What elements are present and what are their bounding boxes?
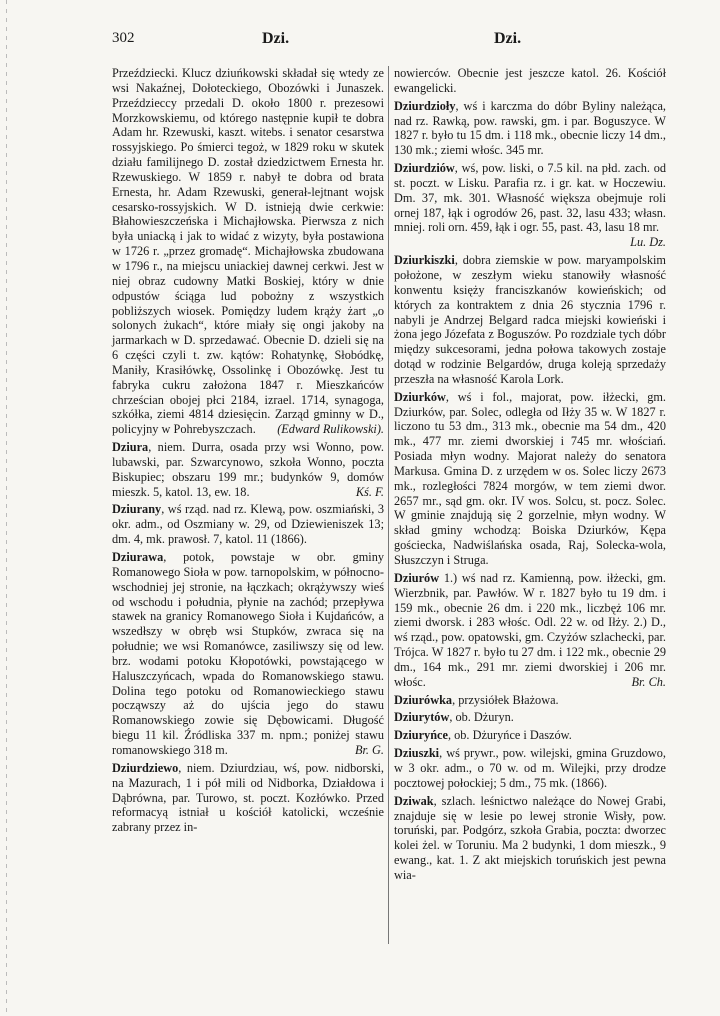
dictionary-entry [112, 440, 384, 499]
entry-body: , wś i karczma do dóbr Byliny należąca, nad rz. Rawką, pow. rawski, gm. i par. Boguszyce. W 1827 r. było tu 15 dm. i 118 mk., obecnie liczy 14 dm., 130 mk.; ziemi włośc. 345 mr. [394, 98, 666, 158]
entry-headword: Dziurkiszki [394, 253, 455, 268]
dictionary-entry [112, 761, 384, 835]
dictionary-entry [394, 728, 666, 743]
page-number: 302 [112, 30, 135, 46]
entry-headword: Dziura [112, 440, 149, 455]
entry-headword: Dziurdzioły [394, 98, 456, 113]
entry-headword: Dziuryńce [394, 728, 448, 743]
left-running-head: Dzi. [262, 30, 290, 47]
dictionary-entry [394, 794, 666, 883]
entry-headword: Dziuszki [394, 746, 440, 761]
entry-body: , niem. Dziurdziau, wś, pow. nidborski, na Mazurach, 1 i pół mili od Nidborka, Działdowa i Dąbrówna, par. Turowo, st. poczt. Kozłówko. Przed reformacyą istniał u kościół katolicki, wcześnie zabrany przez in- [112, 760, 384, 835]
entry-headword: Dziurówka [394, 692, 453, 707]
dictionary-entry [394, 693, 666, 708]
entry-body: , szlach. leśnictwo należące do Nowej Grabi, znajduje się w lesie po lewej stronie Wisły, pow. toruński, par. Podgórz, szkoła Grabia, poczta: dworzec kolei żel. w Toruniu. Ma 2 budynki, 1 dom mieszk., 9 ewang., kat. 1. Z akt miejskich toruńskich jest pewna wia- [394, 793, 666, 882]
entry-headword: Dziurdziewo [112, 760, 179, 775]
left-column [112, 66, 384, 838]
entry-headword: Dziurytów [394, 710, 450, 725]
scan-margin-line [6, 0, 7, 1016]
page-header [112, 30, 670, 52]
entry-body: , potok, powstaje w obr. gminy Romanowego Sioła w pow. tarnopolskim, w północno-wschodniej jej stronie, na łączkach; okrążywszy wieś od wschodu i południa, płynie na zachód; przepływa stawek na granicy Romanowego Sioła i Kujdańców, a wszedłszy w obręb wsi Stupków, zwraca się na południe; we wsi Romanówce, zasiliwszy się od lew. brz. wodami potoku Kłopotówki, powstającego w Haluszczyńcach, wpada do Romanowskiego stawu. Dolina tego potoku od Romanowieckiego stawu począwszy aż do ujścia jego do stawu Romanowskiego zowie się Dębowicami. Długość biegu 11 kil. Źródliska 337 m. npm.; poniżej stawu romanowskiego 318 m. [112, 550, 384, 757]
dictionary-entry [112, 550, 384, 758]
entry-headword: Dziurów [394, 570, 440, 585]
entry-headword: Dziurany [112, 502, 162, 517]
entry-body: Przeździecki. Klucz dziuńkowski składał się wtedy ze wsi Nakaźnej, Dołoteckiego, Obozówki i Junaszek. Przeździeccy przedali D. około 1800 r. prezesowi Morzkowskiemu, od którego następnie kupił te dobra Adam hr. Rzewuski, kaszt. witebs. i senator cesarstwa rossyjskiego. Po śmierci tegoż, w 1829 roku w skutek działu familijnego D. został dziedzictwem Ernesta hr. Rzewuskiego. W 1859 r. nabył te dobra od brata Ernesta, hr. Adam Rzewuski, generał-lejtnant wojsk cesarsko-rossyjskich. W D. istnieją dwie cerkwie: Błahowieszczeńska i Michajłowska. Pierwsza z nich była uniacką i jak to widać z wizyty, była postawiona w 1726 r. „przez gromadę“. Michajłowska zbudowana w 1796 r., na miejscu uniackiej dawnej cerkwi. Jest w niej obraz cudowny Matki Boskiej, który w dnie odpustów ściąga lud pobożny z wszystkich pobliższych wiosek. Pomiędzy ludem krąży żart „o solonych żukach“, które miały się ongi jakoby na jarmarkach w D. sprzedawać. Obecnie D. dzieli się na 6 części czyli t. zw. kątów: Rohatynkę, Słobódkę, Maniły, Krasiłówkę, Ossolinkę i Obozówkę. Jest tu fabryka cukru założona 1847 r. Mieszkańców chrześcian obojej płci 2184, izrael. 1714, synagoga, szkółka, ziemi 4814 dziesięcin. Zarząd gminny w D., policyjny w Pohrebyszczach. [112, 66, 384, 437]
entry-body: , niem. Durra, osada przy wsi Wonno, pow. lubawski, par. Szwarcynowo, szkoła Wonno, poczta Biskupiec; obszaru 199 mr.; budynków 9, domów mieszk. 5, katol. 13, ew. 18. [112, 440, 384, 499]
dictionary-entry [394, 161, 666, 250]
dictionary-entry [394, 390, 666, 568]
entry-signature: Br. G. [354, 742, 384, 757]
entry-body: , ob. Dżuryńce i Daszów. [447, 728, 572, 743]
entry-headword: Dziurdziów [394, 161, 455, 176]
entry-signature: Lu. Dz. [630, 235, 666, 250]
right-column [394, 66, 666, 886]
entry-headword: Dziurków [394, 389, 446, 404]
entry-body: , wś, pow. liski, o 7.5 kil. na płd. zach. od st. poczt. w Lisku. Parafia rz. i gr. kat. w Hoczewiu. Dm. 37, mk. 301. Własność większa obejmuje roli ornej 187, łąk i ogrodów 26, past. 32, lasu 433; własn. mniej. roli orn. 459, łąk i ogr. 55, past. 43, lasu 18 mr. [394, 161, 666, 235]
entry-signature: Br. Ch. [631, 674, 666, 689]
entry-body: , wś rząd. nad rz. Klewą, pow. oszmiański, 3 okr. adm., od Oszmiany w. 29, od Dziewieniszek 13; dm. 4, mk. prawosł. 7, katol. 11 (1866). [112, 502, 384, 547]
right-running-head: Dzi. [494, 30, 522, 47]
entry-headword: Dziurawa [112, 550, 164, 564]
column-divider [388, 66, 389, 944]
entry-body: , wś prywr., pow. wilejski, gmina Gruzdowo, w 3 okr. adm., o 70 w. od m. Wilejki, przy drodze pocztowej połockiej; 5 dm., 75 mk. (1866). [394, 746, 666, 790]
dictionary-entry [394, 571, 666, 690]
dictionary-entry [394, 66, 666, 96]
entry-body: 1.) wś nad rz. Kamienną, pow. iłżecki, gm. Wierzbnik, par. Pawłów. W r. 1827 było tu 19 dm. i 159 mk., obecnie 26 dm. i 220 mk., liczbęż 106 mr. ziemi dworsk. i 283 włośc. Odl. 22 w. od Iłży. 2.) D., wś rząd., pow. opatowski, gm. Czyżów szlachecki, par. Trójca. W 1827 r. było tu 27 dm. i 122 mk., obecnie 29 dm., 164 mk., 291 mr. ziemi dworskiej i 206 mr. włośc. [394, 570, 666, 689]
entry-body: , przysiółek Błażowa. [452, 692, 559, 707]
dictionary-entry [394, 710, 666, 725]
entry-body: , wś i fol., majorat, pow. iłżecki, gm. Dziurków, par. Solec, odległa od Iłży 35 w. W 1827 r. liczono tu 53 dm., 313 mk., obecnie ma 54 dm., 420 mk., 477 mr. ziemi dworskiej i 745 mr. włościań. Posiada młyn wodny. Majorat należy do senatora Markusa. Gmina D. z urzędem w os. Solec liczy 2673 mk., rozległości 7824 morgów, w tem ziemi dwor. 2657 mr., sąd gm. okr. IV wos. Solcu, st. pocz. Solec. W gminie znajdują się 2 gorzelnie, młyn wodny. W skład gminy wchodzą: Boiska Dziurków, Kępa gościecka, Nadwiślańska osada, Raj, Solecka-wola, Słuszczyn i Struga. [394, 389, 666, 567]
entry-body: nowierców. Obecnie jest jeszcze katol. 26. Kościół ewangelicki. [394, 66, 666, 95]
dictionary-entry [394, 253, 666, 387]
entry-headword: Dziwak [394, 793, 434, 808]
dictionary-entry [112, 502, 384, 547]
dictionary-entry [394, 99, 666, 158]
dictionary-entry [112, 66, 384, 437]
entry-signature: (Edward Rulikowski). [277, 422, 384, 437]
entry-signature: Kś. F. [355, 484, 384, 499]
entry-body: , dobra ziemskie w pow. maryampolskim położone, w zeszłym wieku stanowiły własność konwentu księży franciszkanów kowieńskich; od których za kontraktem z dnia 26 stycznia 1796 r. nabyli je Andrzej Belgard radca miejski kowieński i żona jego Józefata z Boguszów. Po rozdziale tych dóbr między sukcesorami, jedna połowa takowych zostaje dotąd w rodzinie Belgardów, druga koleją sprzedaży przeszła na własność Karola Lork. [394, 253, 666, 386]
dictionary-entry [394, 746, 666, 791]
entry-body: , ob. Dżuryn. [449, 710, 514, 725]
